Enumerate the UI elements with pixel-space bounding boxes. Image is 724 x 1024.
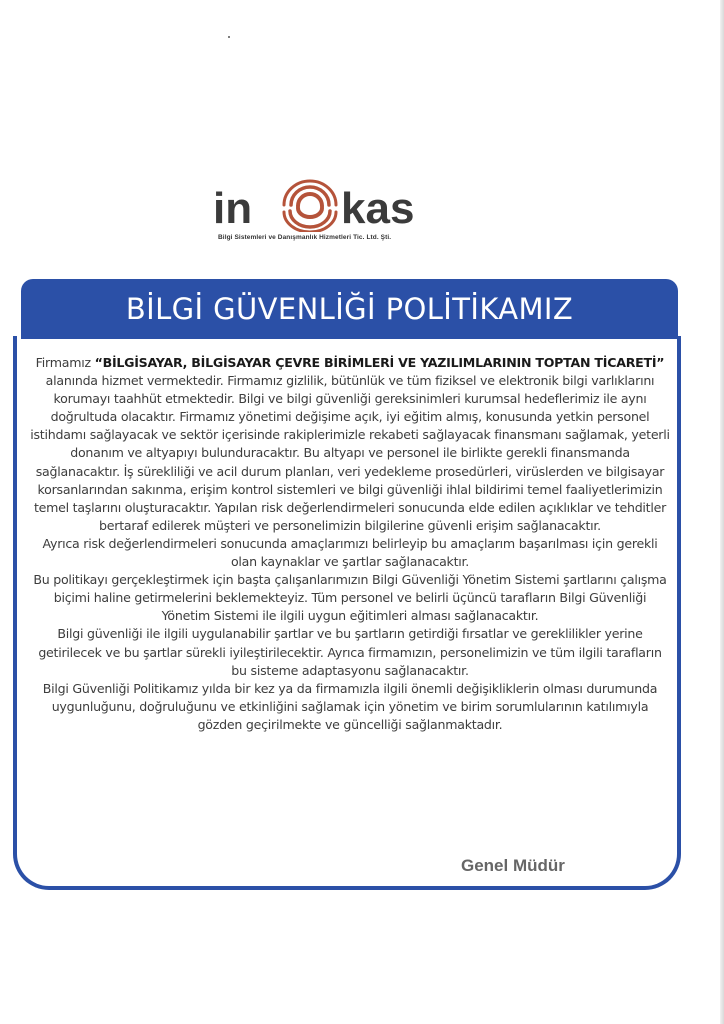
signature: Genel Müdür — [461, 856, 565, 875]
logo-subtitle: Bilgi Sistemleri ve Danışmanlık Hizmetleri Tic. Ltd. Şti. — [218, 234, 392, 241]
logo-spiral-icon — [284, 181, 336, 232]
policy-body — [30, 354, 670, 734]
intro-bold-text: “BİLGİSAYAR, BİLGİSAYAR ÇEVRE BİRİMLERİ VE YAZILIMLARININ TOPTAN TİCARETİ” — [94, 355, 665, 370]
scan-speck — [228, 36, 230, 38]
logo-text-kas: kas — [341, 184, 415, 232]
policy-paragraph: Ayrıca risk değerlendirmeleri sonucunda amaçlarımızı belirleyip bu amaçlarım başarılması için gerekli olan kaynaklar ve şartlar sağlanacaktır. — [42, 535, 658, 570]
page-title: BİLGİ GÜVENLİĞİ POLİTİKAMIZ — [125, 292, 574, 326]
policy-paragraph: Bu politikayı gerçekleştirmek için başta çalışanlarımızın Bilgi Güvenliği Yönetim Sistemi şartlarını çalışma biçimi haline getirmelerini beklemekteyiz. Tüm personel ve belirli üçüncü tarafların Bilgi Güvenliği Yönetim Sistemi ile ilgili uygun eğitimleri alması sağlanacaktır. — [33, 572, 667, 624]
intro-rest: alanında hizmet vermektedir. Firmamız gizlilik, bütünlük ve tüm fiziksel ve elektronik bilgi varlıklarını korumayı taahhüt etmektedir. Bilgi ve bilgi güvenliği gereksinimleri kurumsal hedeflerimiz ile aynı doğrultuda olacaktır. Firmamız yönetimi değişime açık, iyi eğitim almış, konusunda yetkin personel istihdamı sağlayacak ve sektör içerisinde rakiplerimizle rekabeti sağlayacak finansmanı sağlamak, yeterli donanım ve altyapıyı bulunduracaktır. Bu altyapı ve personel ile birlikte gerekli finansmanda sağlanacaktır. İş sürekliliği ve acil durum planları, veri yedekleme prosedürleri, virüslerden ve bilgisayar korsanlarından sakınma, erişim kontrol sistemleri ve bilgi güvenliği ihlal bildirimi temel faaliyetlerimizin temel taşlarını oluşturacaktır. Yapılan risk değerlendirmeleri sonucunda elde edilen açıklıklar ve tehditler bertaraf edilerek müşteri ve personelimizin bilgilerine güvenli erişim sağlanacaktır. — [30, 373, 670, 533]
logo-graphic — [210, 172, 485, 232]
policy-paragraph: Bilgi Güvenliği Politikamız yılda bir kez ya da firmamızla ilgili önemli değişikliklerin olması durumunda uygunluğunu, doğruluğunu ve etkinliğini sağlamak için yönetim ve birim sorumlularının katılımıyla gözden geçirilmekte ve güncelliği sağlanmaktadır. — [42, 680, 658, 732]
logo-text-in: in — [213, 184, 253, 232]
title-banner — [21, 279, 678, 339]
intro-paragraph — [30, 354, 670, 535]
company-logo — [210, 172, 485, 252]
intro-prefix: Firmamız — [35, 355, 95, 370]
policy-paragraph: Bilgi güvenliği ile ilgili uygulanabilir şartlar ve bu şartların getirdiği fırsatlar ve gereklilikler yerine getirilecek ve bu şartlar sürekli iyileştirilecektir. Ayrıca firmamızın, personelimizin ve tüm ilgili tarafların bu sisteme adaptasyonu sağlanacaktır. — [38, 626, 662, 678]
page-edge — [720, 0, 724, 1024]
